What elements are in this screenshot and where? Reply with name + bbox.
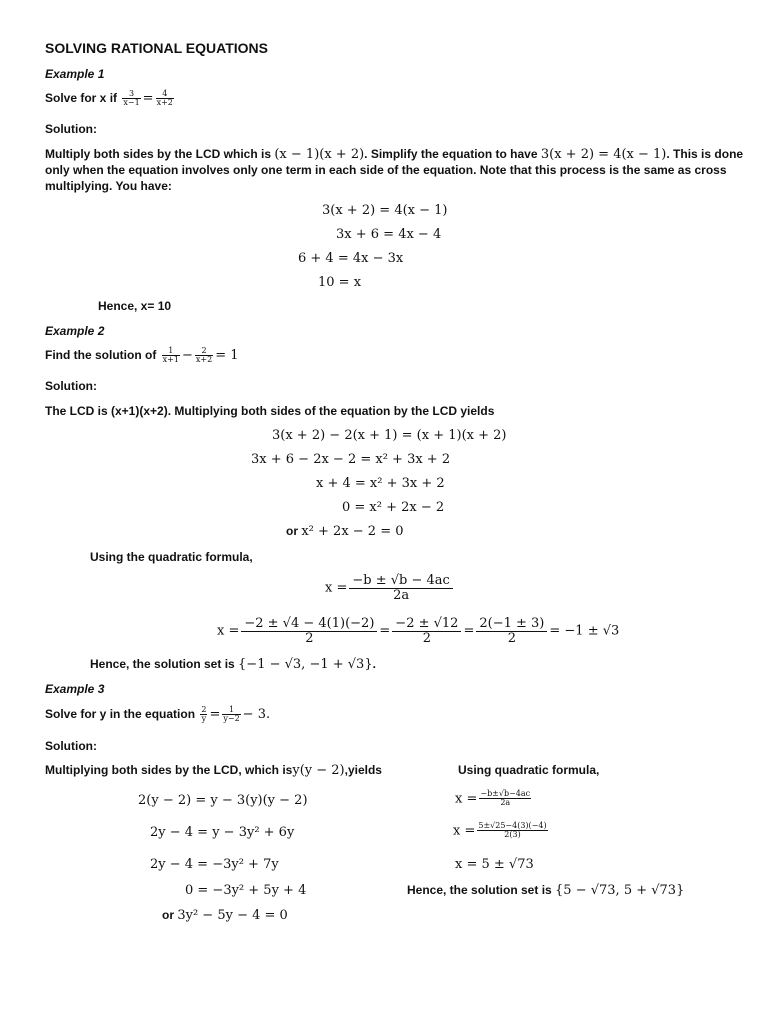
equals-sign: = (463, 623, 475, 639)
problem-prefix: Solve for x if (45, 91, 121, 106)
fraction-step-1 (241, 617, 377, 645)
example-1-solution-label: Solution: (45, 122, 97, 136)
fraction-numerator: −b ± √b − 4ac (349, 574, 452, 589)
fraction-1 (200, 706, 207, 724)
fraction-denominator: 2 (507, 630, 516, 646)
fraction-denominator: x−1 (123, 98, 140, 108)
fraction-denominator: 2 (305, 630, 314, 646)
example-2-quadratic-formula (325, 574, 455, 602)
solution-set: {−1 − √3, −1 + √3} (238, 657, 373, 672)
example-2-problem (45, 347, 238, 365)
example-1-problem (45, 90, 176, 108)
fraction-lhs (122, 90, 140, 108)
or-label: or (162, 908, 178, 922)
fraction-denominator: 2 (422, 630, 432, 646)
fraction-denominator: 2a (393, 587, 410, 603)
fraction-numerator: −2 ± √12 (392, 617, 461, 632)
paragraph-text: Multiplying both sides by the LCD, which is (45, 763, 293, 777)
fraction-denominator: x+2 (156, 98, 173, 108)
minus-sign: − (181, 348, 193, 364)
example-1-step-1: 3(x + 2) = 4(x − 1) (322, 203, 448, 218)
math-lcd: (x − 1)(x + 2) (274, 147, 365, 162)
fraction-numerator: 5±√25−4(3)(−4) (478, 821, 547, 830)
equals-sign: = (142, 91, 154, 107)
example-3-paragraph (45, 763, 382, 778)
example-3-step-1: 2(y − 2) = y − 3(y)(y − 2) (138, 793, 308, 808)
example-1-step-3: 6 + 4 = 4x − 3x (298, 251, 404, 266)
page-title: SOLVING RATIONAL EQUATIONS (45, 40, 268, 56)
example-3-solution-label: Solution: (45, 739, 97, 753)
example-1-paragraph-line-3: multiplying. You have: (45, 179, 172, 193)
fraction-numerator: 3 (122, 90, 140, 99)
math-equation: 3y² − 5y − 4 = 0 (177, 908, 288, 923)
example-3-heading: Example 3 (45, 682, 105, 696)
conclusion-text: Hence, the solution set is (90, 657, 239, 671)
example-3-right-step-1 (455, 790, 533, 808)
math-lhs: x = (453, 823, 476, 839)
paragraph-text: ,yields (344, 763, 382, 777)
example-1-paragraph-line-1 (45, 147, 743, 162)
conclusion-text: Hence, the solution set is (407, 883, 556, 897)
math-result: = −1 ± √3 (549, 623, 620, 639)
problem-tail: − 3. (242, 707, 271, 723)
fraction-step-3 (476, 617, 547, 645)
example-3-step-4: 0 = −3y² + 5y + 4 (185, 883, 307, 898)
example-2-solution-label: Solution: (45, 379, 97, 393)
fraction-denominator: x+2 (195, 355, 213, 365)
example-2-solution-chain (217, 617, 619, 645)
example-1-conclusion: Hence, x= 10 (98, 299, 172, 313)
conclusion-text: . (372, 657, 376, 671)
fraction-denominator: 2a (500, 798, 511, 808)
example-2-step-1: 3(x + 2) − 2(x + 1) = (x + 1)(x + 2) (272, 428, 507, 443)
example-3-step-3: 2y − 4 = −3y² + 7y (150, 857, 279, 872)
or-label: or (286, 524, 302, 538)
fraction-numerator: 2 (195, 347, 213, 356)
example-2-step-4: 0 = x² + 2x − 2 (342, 500, 445, 515)
example-2-conclusion (90, 657, 376, 672)
fraction-1 (162, 347, 180, 365)
paragraph-text: . This is done (666, 147, 744, 161)
example-1-step-2: 3x + 6 = 4x − 4 (336, 227, 442, 242)
example-2-paragraph: The LCD is (x+1)(x+2). Multiplying both sides of the equation by the LCD yields (45, 404, 495, 418)
fraction-numerator: −2 ± √4 − 4(1)(−2) (241, 617, 377, 632)
fraction-numerator: 2(−1 ± 3) (476, 617, 547, 632)
example-3-right-step-3: x = 5 ± √73 (455, 857, 534, 872)
math-lhs: x = (325, 580, 348, 596)
fraction-rhs (156, 90, 174, 108)
example-1-step-4: 10 = x (318, 275, 362, 290)
fraction-numerator: 2 (201, 705, 207, 714)
example-2-step-3: x + 4 = x² + 3x + 2 (316, 476, 445, 491)
fraction-formula (479, 790, 531, 808)
example-3-conclusion (407, 883, 684, 898)
example-1-paragraph-line-2: only when the equation involves only one term in each side of the equation. Note that this process is the same as cross (45, 163, 727, 177)
math-lhs: x = (455, 791, 478, 807)
math-equation: 3(x + 2) = 4(x − 1) (540, 147, 667, 162)
example-2-step-2: 3x + 6 − 2x − 2 = x² + 3x + 2 (251, 452, 451, 467)
example-3-step-2: 2y − 4 = y − 3y² + 6y (150, 825, 295, 840)
fraction-numerator: 4 (156, 90, 174, 99)
example-3-right-label: Using quadratic formula, (458, 763, 600, 777)
fraction-2 (222, 706, 240, 724)
example-2-or-line (286, 524, 404, 539)
example-2-heading: Example 2 (45, 324, 105, 338)
fraction-denominator: y (201, 714, 207, 724)
fraction-denominator: x+1 (162, 355, 179, 365)
example-3-right-step-2 (453, 822, 550, 840)
math-lcd: y(y − 2) (292, 763, 345, 778)
fraction-step-2 (392, 617, 461, 645)
fraction-denominator: 2(3) (504, 830, 521, 840)
problem-prefix: Solve for y in the equation (45, 707, 199, 722)
solution-set: {5 − √73, 5 + √73} (555, 883, 685, 898)
example-1-heading: Example 1 (45, 67, 105, 81)
paragraph-text: Multiply both sides by the LCD which is (45, 147, 275, 161)
math-lhs: x = (217, 623, 240, 639)
fraction-substitution (477, 822, 547, 840)
fraction-2 (195, 347, 213, 365)
problem-prefix: Find the solution of (45, 348, 160, 363)
fraction-numerator: −b±√b−4ac (480, 789, 531, 798)
example-3-problem (45, 706, 270, 724)
fraction-formula (349, 574, 452, 602)
equals-sign: = (209, 707, 221, 723)
fraction-numerator: 1 (222, 706, 240, 715)
problem-rhs: = 1 (215, 348, 239, 364)
example-3-or-line (162, 908, 288, 923)
paragraph-text: . Simplify the equation to have (364, 147, 541, 161)
math-equation: x² + 2x − 2 = 0 (301, 524, 404, 539)
fraction-numerator: 1 (162, 347, 180, 356)
equals-sign: = (379, 623, 391, 639)
example-2-quadratic-label: Using the quadratic formula, (90, 550, 253, 564)
fraction-denominator: y−2 (223, 714, 240, 724)
